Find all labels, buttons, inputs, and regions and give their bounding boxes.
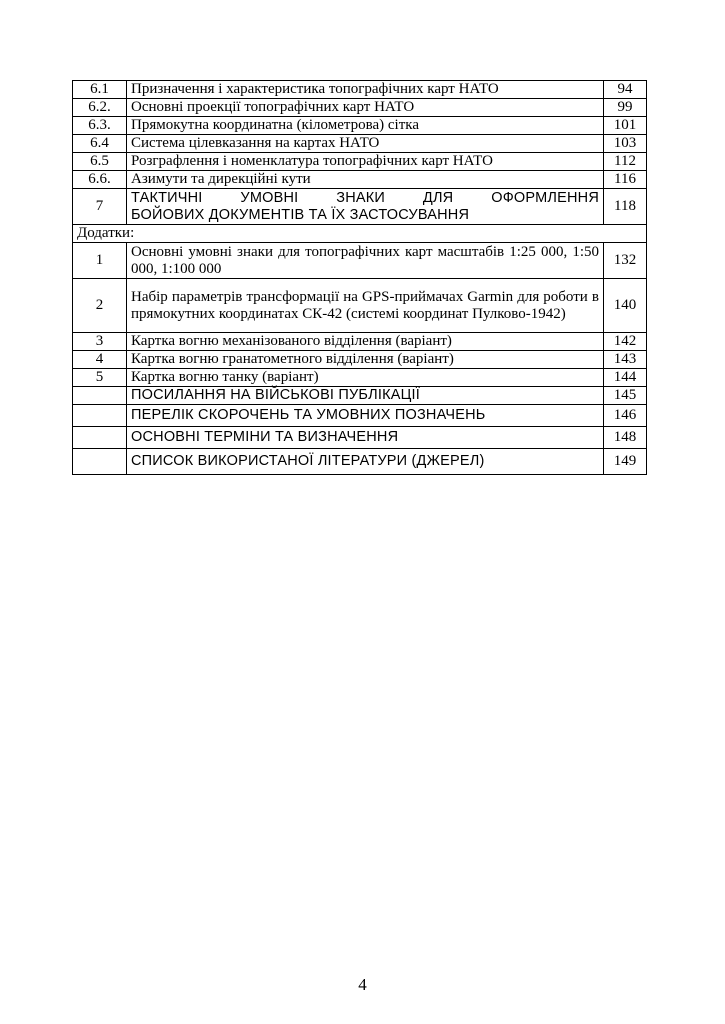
appendix-number: 5 bbox=[73, 369, 127, 387]
section-number: 7 bbox=[73, 189, 127, 225]
table-row bbox=[73, 189, 647, 225]
table-row bbox=[73, 153, 647, 171]
appendix-number bbox=[73, 427, 127, 449]
appendix-number bbox=[73, 449, 127, 475]
section-number: 6.2. bbox=[73, 99, 127, 117]
section-title: Система цілевказання на картах НАТО bbox=[127, 135, 604, 153]
page-ref: 142 bbox=[604, 333, 647, 351]
table-row bbox=[73, 171, 647, 189]
table-row bbox=[73, 81, 647, 99]
table-row bbox=[73, 117, 647, 135]
page-ref: 140 bbox=[604, 279, 647, 333]
page-ref: 118 bbox=[604, 189, 647, 225]
section-number: 6.4 bbox=[73, 135, 127, 153]
section-title: Призначення і характеристика топографічних карт НАТО bbox=[127, 81, 604, 99]
page-ref: 149 bbox=[604, 449, 647, 475]
section-title: Розграфлення і номенклатура топографічних карт НАТО bbox=[127, 153, 604, 171]
page-ref: 143 bbox=[604, 351, 647, 369]
table-row bbox=[73, 243, 647, 279]
table-of-contents bbox=[72, 80, 647, 475]
section-number: 6.6. bbox=[73, 171, 127, 189]
table-row bbox=[73, 427, 647, 449]
appendix-number bbox=[73, 405, 127, 427]
section-title: Основні проекції топографічних карт НАТО bbox=[127, 99, 604, 117]
page-ref: 116 bbox=[604, 171, 647, 189]
page-ref: 94 bbox=[604, 81, 647, 99]
section-title-line: БОЙОВИХ ДОКУМЕНТІВ ТА ЇХ ЗАСТОСУВАННЯ bbox=[131, 206, 470, 223]
section-number: 6.3. bbox=[73, 117, 127, 135]
appendix-number: 4 bbox=[73, 351, 127, 369]
section-title bbox=[127, 189, 604, 225]
table-row bbox=[73, 135, 647, 153]
page-ref: 132 bbox=[604, 243, 647, 279]
appendix-title: Картка вогню гранатометного відділення (варіант) bbox=[127, 351, 604, 369]
appendix-number bbox=[73, 387, 127, 405]
page-ref: 146 bbox=[604, 405, 647, 427]
section-title: ОСНОВНІ ТЕРМІНИ ТА ВИЗНАЧЕННЯ bbox=[127, 427, 604, 449]
appendix-title: Основні умовні знаки для топографічних карт масштабів 1:25 000, 1:50 000, 1:100 000 bbox=[127, 243, 604, 279]
appendix-title: Набір параметрів трансформації на GPS-приймачах Garmin для роботи в прямокутних координатах СК-42 (системі координат Пулково-1942) bbox=[127, 279, 604, 333]
page-ref: 112 bbox=[604, 153, 647, 171]
appendix-title: Картка вогню механізованого відділення (варіант) bbox=[127, 333, 604, 351]
page-ref: 144 bbox=[604, 369, 647, 387]
section-title: ПЕРЕЛІК СКОРОЧЕНЬ ТА УМОВНИХ ПОЗНАЧЕНЬ bbox=[127, 405, 604, 427]
appendix-number: 1 bbox=[73, 243, 127, 279]
table-row bbox=[73, 449, 647, 475]
page-ref: 99 bbox=[604, 99, 647, 117]
page-ref: 103 bbox=[604, 135, 647, 153]
appendices-row bbox=[73, 225, 647, 243]
section-title: СПИСОК ВИКОРИСТАНОЇ ЛІТЕРАТУРИ (ДЖЕРЕЛ) bbox=[127, 449, 604, 475]
section-title: Азимути та дирекційні кути bbox=[127, 171, 604, 189]
appendices-label: Додатки: bbox=[73, 225, 647, 243]
page-ref: 148 bbox=[604, 427, 647, 449]
table-row bbox=[73, 387, 647, 405]
section-number: 6.5 bbox=[73, 153, 127, 171]
section-number: 6.1 bbox=[73, 81, 127, 99]
appendix-number: 2 bbox=[73, 279, 127, 333]
appendix-title: Картка вогню танку (варіант) bbox=[127, 369, 604, 387]
section-title-line: ТАКТИЧНІ УМОВНІ ЗНАКИ ДЛЯ ОФОРМЛЕННЯ bbox=[131, 189, 599, 206]
appendix-number: 3 bbox=[73, 333, 127, 351]
table-row bbox=[73, 99, 647, 117]
page-number: 4 bbox=[358, 975, 367, 994]
page-ref: 101 bbox=[604, 117, 647, 135]
section-title: ПОСИЛАННЯ НА ВІЙСЬКОВІ ПУБЛІКАЦІЇ bbox=[127, 387, 604, 405]
page-ref: 145 bbox=[604, 387, 647, 405]
table-row bbox=[73, 351, 647, 369]
table-row bbox=[73, 369, 647, 387]
table-row bbox=[73, 405, 647, 427]
section-title: Прямокутна координатна (кілометрова) сітка bbox=[127, 117, 604, 135]
table-row bbox=[73, 333, 647, 351]
table-row bbox=[73, 279, 647, 333]
